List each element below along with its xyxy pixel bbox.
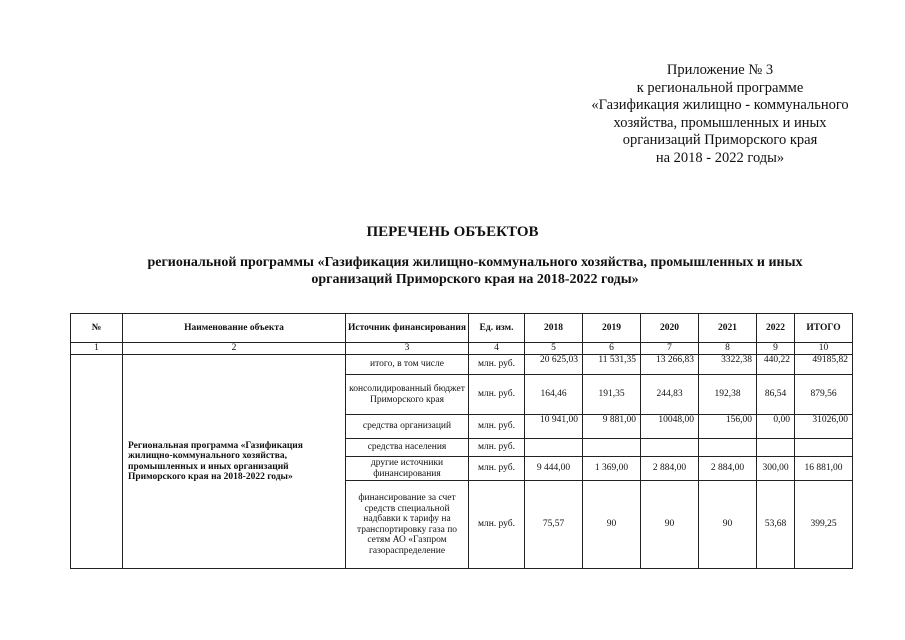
column-number: 8 bbox=[699, 343, 757, 355]
table-row bbox=[71, 355, 853, 375]
header-cell: Ед. изм. bbox=[469, 314, 525, 343]
document-title: ПЕРЕЧЕНЬ ОБЪЕКТОВ bbox=[366, 224, 539, 240]
unit-cell: млн. руб. bbox=[469, 481, 525, 569]
header-cell: Наименование объекта bbox=[123, 314, 346, 343]
objects-table bbox=[70, 313, 853, 569]
value-2019: 9 881,00 bbox=[583, 415, 641, 439]
value-2021: 192,38 bbox=[699, 375, 757, 415]
unit-cell: млн. руб. bbox=[469, 439, 525, 457]
value-2020: 13 266,83 bbox=[641, 355, 699, 375]
header-cell: 2019 bbox=[583, 314, 641, 343]
column-number: 2 bbox=[123, 343, 346, 355]
unit-cell: млн. руб. bbox=[469, 375, 525, 415]
value-2021: 3322,38 bbox=[699, 355, 757, 375]
value-2020: 10048,00 bbox=[641, 415, 699, 439]
value-2019: 90 bbox=[583, 481, 641, 569]
header-cell: 2021 bbox=[699, 314, 757, 343]
value-total: 16 881,00 bbox=[795, 457, 853, 481]
value-total bbox=[795, 439, 853, 457]
value-total: 879,56 bbox=[795, 375, 853, 415]
value-2018: 10 941,00 bbox=[525, 415, 583, 439]
appendix-line: к региональной программе bbox=[636, 79, 804, 96]
source-cell: средства населения bbox=[346, 439, 469, 457]
value-2021: 156,00 bbox=[699, 415, 757, 439]
value-2019: 11 531,35 bbox=[583, 355, 641, 375]
header-row bbox=[71, 314, 853, 343]
unit-cell: млн. руб. bbox=[469, 415, 525, 439]
column-number: 4 bbox=[469, 343, 525, 355]
source-cell: финансирование за счет средств специальной надбавки к тарифу на транспортировку газа по сетям АО «Газпром газораспределение bbox=[346, 481, 469, 569]
value-2018: 20 625,03 bbox=[525, 355, 583, 375]
value-2018: 9 444,00 bbox=[525, 457, 583, 481]
appendix-line: Приложение № 3 bbox=[666, 62, 774, 78]
header-cell: № bbox=[71, 314, 123, 343]
unit-cell: млн. руб. bbox=[469, 355, 525, 375]
value-2019: 1 369,00 bbox=[583, 457, 641, 481]
column-number: 10 bbox=[795, 343, 853, 355]
row-number-cell bbox=[71, 355, 123, 569]
source-cell: консолидированный бюджет Приморского края bbox=[346, 375, 469, 415]
source-cell: итого, в том числе bbox=[346, 355, 469, 375]
appendix-line: хозяйства, промышленных и иных bbox=[613, 114, 827, 131]
value-total: 31026,00 bbox=[795, 415, 853, 439]
appendix-line: «Газификация жилищно - коммунального bbox=[591, 97, 849, 113]
value-total: 49185,82 bbox=[795, 355, 853, 375]
value-2022: 53,68 bbox=[757, 481, 795, 569]
column-number: 6 bbox=[583, 343, 641, 355]
unit-cell: млн. руб. bbox=[469, 457, 525, 481]
value-2022: 440,22 bbox=[757, 355, 795, 375]
value-2021: 90 bbox=[699, 481, 757, 569]
column-number: 3 bbox=[346, 343, 469, 355]
subtitle-line: региональной программы «Газификация жилищно-коммунального хозяйства, промышленных и иных bbox=[147, 255, 803, 270]
column-number: 1 bbox=[71, 343, 123, 355]
column-number: 5 bbox=[525, 343, 583, 355]
value-2020: 2 884,00 bbox=[641, 457, 699, 481]
header-cell: 2018 bbox=[525, 314, 583, 343]
appendix-line: на 2018 - 2022 годы» bbox=[655, 149, 785, 166]
value-2019: 191,35 bbox=[583, 375, 641, 415]
appendix-line: организаций Приморского края bbox=[622, 132, 818, 148]
subtitle-line: организаций Приморского края на 2018-2022 годы» bbox=[311, 272, 639, 287]
appendix-block bbox=[560, 62, 880, 167]
column-number: 9 bbox=[757, 343, 795, 355]
value-2020: 90 bbox=[641, 481, 699, 569]
column-number: 7 bbox=[641, 343, 699, 355]
header-cell: Источник финансирования bbox=[346, 314, 469, 343]
value-2018: 164,46 bbox=[525, 375, 583, 415]
header-cell: 2020 bbox=[641, 314, 699, 343]
source-cell: другие источники финансирования bbox=[346, 457, 469, 481]
object-name-cell: Региональная программа «Газификация жилищно-коммунального хозяйства, промышленных и иных организаций Приморского края на 2018-2022 годы» bbox=[123, 355, 346, 569]
value-2018: 75,57 bbox=[525, 481, 583, 569]
header-cell: 2022 bbox=[757, 314, 795, 343]
value-2018 bbox=[525, 439, 583, 457]
value-2021: 2 884,00 bbox=[699, 457, 757, 481]
value-2022: 0,00 bbox=[757, 415, 795, 439]
value-total: 399,25 bbox=[795, 481, 853, 569]
value-2021 bbox=[699, 439, 757, 457]
value-2020: 244,83 bbox=[641, 375, 699, 415]
header-cell: ИТОГО bbox=[795, 314, 853, 343]
value-2022: 86,54 bbox=[757, 375, 795, 415]
source-cell: средства организаций bbox=[346, 415, 469, 439]
column-number-row bbox=[71, 343, 853, 355]
value-2022 bbox=[757, 439, 795, 457]
value-2020 bbox=[641, 439, 699, 457]
value-2019 bbox=[583, 439, 641, 457]
document-subtitle bbox=[90, 254, 860, 288]
value-2022: 300,00 bbox=[757, 457, 795, 481]
